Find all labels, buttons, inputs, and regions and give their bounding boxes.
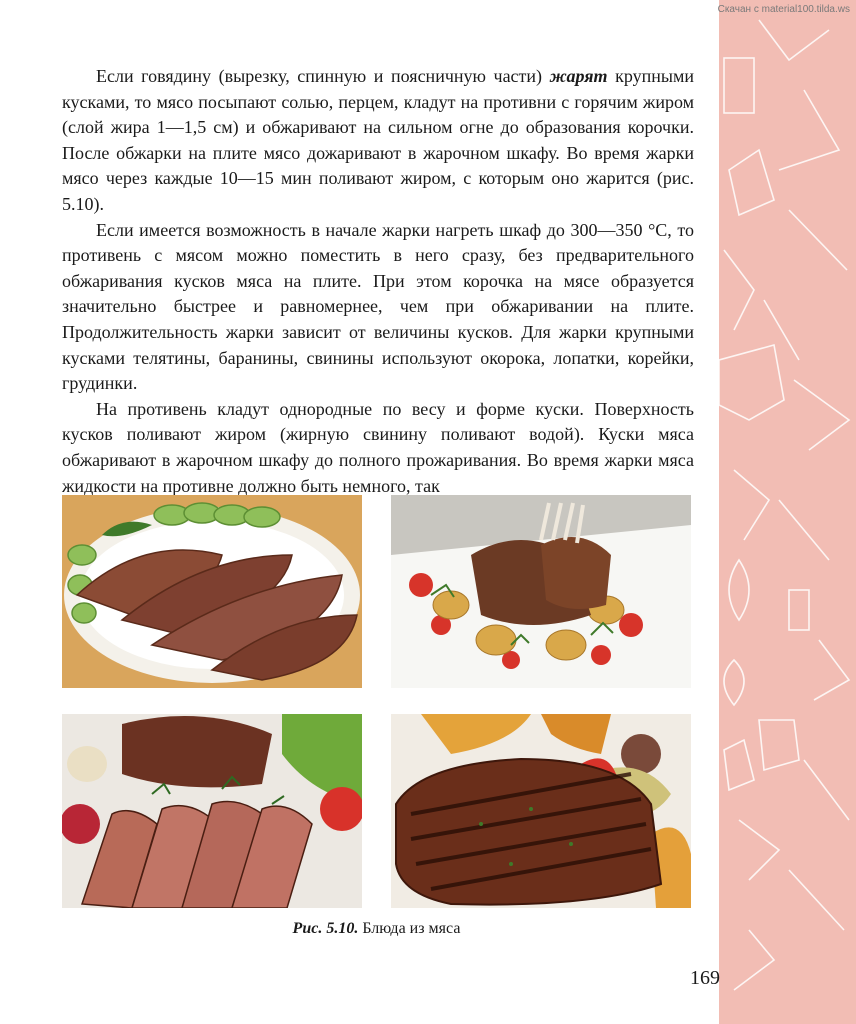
figure-caption xyxy=(62,920,691,938)
page-number: 169 xyxy=(690,967,720,989)
figure-caption-text: Блюда из мяса xyxy=(358,920,461,937)
photo-sliced-grilled-meat xyxy=(62,714,362,908)
body-text xyxy=(62,64,694,499)
photo-grilled-steak xyxy=(391,714,691,908)
paragraph-1: Если говядину (вырезку, спинную и поясничную части) жарят крупными кусками, то мясо посыпают солью, перцем, кладут на противни с горячим жиром (слой жира 1—1,5 см) и обжаривают на сильном огне до образования корочки. После обжарки на плите мясо дожаривают в жарочном шкафу. Во время жарки мясо через каждые 10—15 мин поливают жиром, с которым оно жарится (рис. 5.10). xyxy=(62,66,694,214)
figure-caption-label: Рис. 5.10. xyxy=(292,920,359,937)
emphasis-word: жарят xyxy=(549,66,608,86)
watermark-text: Скачан с material100.tilda.ws xyxy=(717,4,850,15)
photo-rack-of-lamb xyxy=(391,495,691,688)
paragraph-3: На противень кладут однородные по весу и форме куски. Поверхность кусков поливают жиром (жирную свинину поливают водой). Куски мяса обжаривают в жарочном шкафу до полного прожаривания. Во время жарки мяса жидкости на противне должно быть немного, так xyxy=(62,398,694,496)
geometric-pattern-decoration xyxy=(719,0,856,1024)
paragraph-2: Если имеется возможность в начале жарки нагреть шкаф до 300—350 °С, то противень с мясом можно поместить в него сразу, без предварительного обжаривания кусков мяса на плите. При этом корочка на мясе образуется значительно быстрее и равномернее, чем при обжаривании на плите. Продолжительность жарки зависит от величины кусков. Для жарки крупными кусками телятины, баранины, свинины используют окорока, лопатки, корейки, грудинки. xyxy=(62,219,694,394)
photo-sliced-roast-beef xyxy=(62,495,362,688)
